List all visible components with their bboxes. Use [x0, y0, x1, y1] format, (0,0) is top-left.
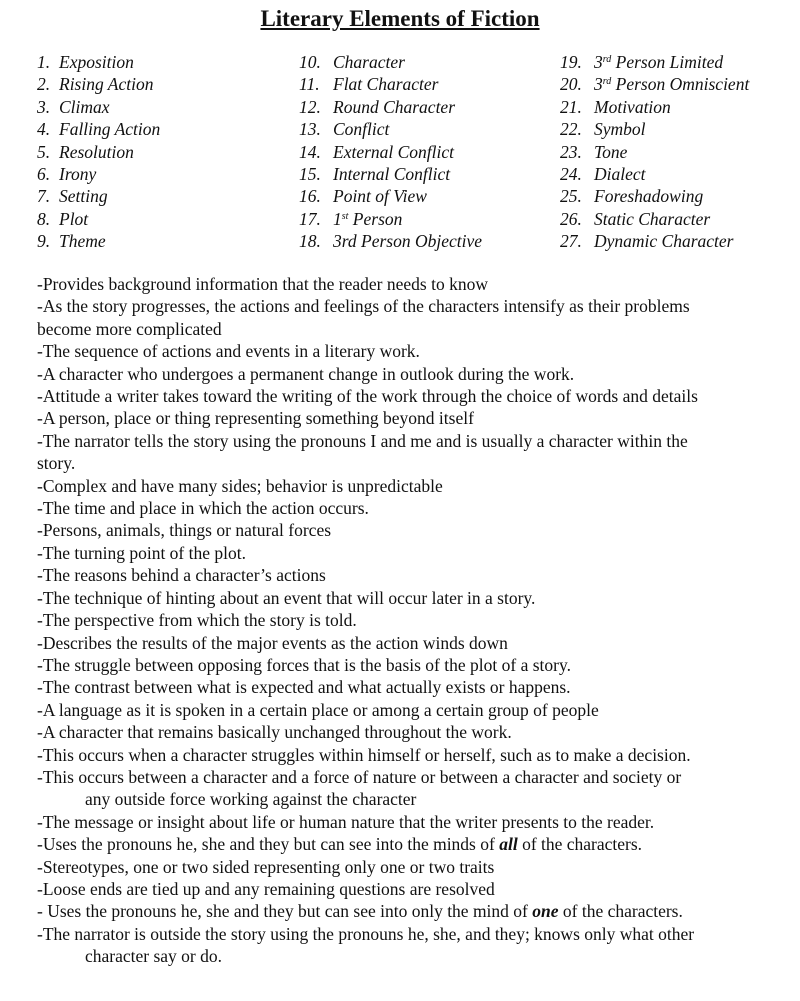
term-number: 14.	[299, 141, 321, 162]
definition-line	[37, 878, 777, 900]
definition-continuation: become more complicated	[37, 318, 222, 339]
definition-text: -The narrator is outside the story using the pronouns he, she, and they; knows only what other	[37, 923, 695, 944]
definition-text: -As the story progresses, the actions and feelings of the characters intensify as their problems	[37, 296, 690, 317]
definition-text: -The time and place in which the action occurs.	[37, 498, 369, 519]
definition-text: -The technique of hinting about an event that will occur later in a story.	[37, 587, 536, 608]
definition-line	[37, 654, 777, 676]
term-label: Rising Action	[59, 74, 154, 95]
term-superscript: rd	[602, 76, 612, 88]
term-number: 4.	[37, 119, 51, 140]
term-number: 15.	[299, 163, 321, 184]
definition-line	[37, 273, 777, 295]
definition-emphasis: all	[499, 834, 518, 855]
term-number: 16.	[299, 186, 321, 207]
term-item	[37, 51, 160, 73]
term-number: 8.	[37, 208, 51, 229]
definition-line	[37, 407, 777, 429]
definition-continuation: story.	[37, 453, 76, 474]
definition-continuation: any outside force working against the character	[85, 789, 417, 810]
term-number: 1.	[37, 52, 51, 72]
term-item	[560, 185, 749, 207]
definition-text: -A language as it is spoken in a certain place or among a certain group of people	[37, 699, 599, 720]
term-number: 21.	[560, 96, 582, 117]
term-list	[37, 51, 777, 251]
term-number: 2.	[37, 74, 51, 95]
term-label: Motivation	[594, 96, 671, 117]
term-number: 22.	[560, 119, 582, 140]
term-label: 3rd Person Objective	[333, 231, 483, 252]
term-number: 26.	[560, 208, 582, 229]
definition-line	[37, 564, 777, 586]
term-label: Flat Character	[333, 74, 439, 95]
term-number: 11.	[299, 74, 320, 95]
term-label: Resolution	[59, 141, 134, 162]
term-column-3	[560, 51, 749, 253]
term-number: 23.	[560, 141, 582, 162]
term-label: Falling Action	[59, 119, 161, 140]
term-number: 13.	[299, 119, 321, 140]
definition-line	[37, 923, 777, 945]
definition-line	[37, 811, 777, 833]
term-number: 18.	[299, 231, 321, 252]
definition-line	[37, 519, 777, 541]
definition-line	[37, 430, 777, 452]
term-label: Round Character	[333, 96, 456, 117]
term-number: 19.	[560, 52, 582, 72]
term-item	[299, 51, 482, 73]
term-item	[560, 141, 749, 163]
definition-text: -Stereotypes, one or two sided representing only one or two traits	[37, 856, 495, 877]
term-item	[37, 185, 160, 207]
term-label: Point of View	[333, 186, 427, 207]
term-label: Tone	[594, 141, 628, 162]
term-label: Conflict	[333, 119, 390, 140]
definition-text: -The reasons behind a character’s actions	[37, 565, 326, 586]
definition-line	[37, 676, 777, 698]
term-item	[37, 96, 160, 118]
definition-line	[37, 632, 777, 654]
page-title: Literary Elements of Fiction	[260, 6, 540, 31]
definition-line	[37, 744, 777, 766]
definition-line	[37, 900, 777, 922]
term-number: 20.	[560, 74, 582, 95]
definition-list	[37, 273, 777, 968]
term-number: 25.	[560, 186, 582, 207]
definition-emphasis: one	[532, 901, 559, 922]
definition-text: -Describes the results of the major events as the action winds down	[37, 632, 508, 653]
term-label: Dynamic Character	[594, 231, 734, 252]
term-number: 7.	[37, 186, 51, 207]
term-item	[37, 141, 160, 163]
definition-line	[37, 856, 777, 878]
term-label: Static Character	[594, 208, 711, 229]
definition-line	[37, 497, 777, 519]
definition-line	[37, 833, 777, 855]
term-label: Irony	[59, 163, 97, 184]
definition-text: -The message or insight about life or human nature that the writer presents to the reader.	[37, 811, 655, 832]
definition-text: -A character that remains basically unchanged throughout the work.	[37, 722, 512, 743]
term-item	[37, 73, 160, 95]
definition-line	[37, 699, 777, 721]
definition-text: -The narrator tells the story using the pronouns I and me and is usually a character within the	[37, 430, 688, 451]
term-number: 27.	[560, 231, 582, 252]
term-item	[560, 51, 749, 73]
term-label: 1	[333, 208, 342, 229]
term-label: Symbol	[594, 119, 646, 140]
definition-line	[37, 385, 777, 407]
term-item	[299, 185, 482, 207]
definition-continuation: character say or do.	[85, 946, 223, 967]
term-label-rest: Person Omniscient	[611, 74, 750, 95]
term-item	[560, 208, 749, 230]
term-label: External Conflict	[333, 141, 455, 162]
definition-text: -The struggle between opposing forces that is the basis of the plot of a story.	[37, 654, 571, 675]
term-label: Plot	[59, 208, 89, 229]
definition-text: -Provides background information that the reader needs to know	[37, 274, 488, 294]
term-column-2	[299, 51, 482, 253]
term-label: Dialect	[594, 163, 646, 184]
term-label: Exposition	[59, 52, 134, 72]
term-item	[560, 230, 749, 252]
definition-text: - Uses the pronouns he, she and they but can see into only the mind of	[37, 901, 533, 922]
definition-line	[37, 766, 777, 788]
definition-line	[37, 295, 777, 317]
term-item	[299, 230, 482, 252]
definition-text: -The perspective from which the story is told.	[37, 610, 357, 631]
term-item	[299, 208, 482, 230]
definition-line	[37, 475, 777, 497]
term-label: Character	[333, 52, 405, 72]
term-number: 9.	[37, 231, 51, 252]
term-number: 5.	[37, 141, 51, 162]
definition-text: -This occurs when a character struggles within himself or herself, such as to make a decision.	[37, 744, 691, 765]
term-label: Foreshadowing	[594, 186, 704, 207]
definition-text-rest: of the characters.	[558, 901, 683, 922]
definition-line	[37, 609, 777, 631]
definition-line	[37, 340, 777, 362]
term-label: Climax	[59, 96, 110, 117]
definition-text: -A character who undergoes a permanent change in outlook during the work.	[37, 363, 575, 384]
term-number: 12.	[299, 96, 321, 117]
term-label: 3	[594, 52, 603, 72]
term-item	[37, 118, 160, 140]
term-item	[560, 118, 749, 140]
term-number: 10.	[299, 52, 321, 72]
term-label-rest: Person Limited	[611, 52, 724, 72]
definition-text: -The sequence of actions and events in a literary work.	[37, 341, 420, 362]
term-item	[37, 163, 160, 185]
term-number: 3.	[37, 96, 51, 117]
term-column-1	[37, 51, 160, 253]
definition-line	[37, 542, 777, 564]
term-item	[299, 73, 482, 95]
definition-text: -Complex and have many sides; behavior is unpredictable	[37, 475, 443, 496]
term-item	[560, 73, 749, 95]
term-number: 6.	[37, 163, 51, 184]
definition-line	[37, 587, 777, 609]
term-superscript: rd	[602, 54, 612, 65]
term-number: 24.	[560, 163, 582, 184]
definition-text-rest: of the characters.	[517, 834, 643, 855]
definition-text: -Attitude a writer takes toward the writing of the work through the choice of words and details	[37, 386, 698, 407]
term-label: 3	[594, 74, 603, 95]
term-item	[299, 118, 482, 140]
term-label-rest: Person	[348, 208, 403, 229]
definition-text: -Loose ends are tied up and any remaining questions are resolved	[37, 878, 495, 899]
term-number: 17.	[299, 208, 321, 229]
definition-text: -Uses the pronouns he, she and they but can see into the minds of	[37, 834, 500, 855]
term-item	[37, 230, 160, 252]
term-item	[37, 208, 160, 230]
term-label: Theme	[59, 231, 106, 252]
definition-text: -The contrast between what is expected and what actually exists or happens.	[37, 677, 571, 698]
definition-line	[37, 721, 777, 743]
term-item	[299, 96, 482, 118]
definition-text: -A person, place or thing representing something beyond itself	[37, 408, 474, 429]
term-label: Internal Conflict	[333, 163, 451, 184]
definition-text: -Persons, animals, things or natural forces	[37, 520, 332, 541]
term-label: Setting	[59, 186, 108, 207]
term-superscript: st	[341, 210, 349, 222]
definition-line	[37, 363, 777, 385]
term-item	[299, 141, 482, 163]
term-item	[560, 163, 749, 185]
definition-text: -This occurs between a character and a force of nature or between a character and society or	[37, 766, 682, 787]
definition-text: -The turning point of the plot.	[37, 542, 246, 563]
term-item	[299, 163, 482, 185]
term-item	[560, 96, 749, 118]
